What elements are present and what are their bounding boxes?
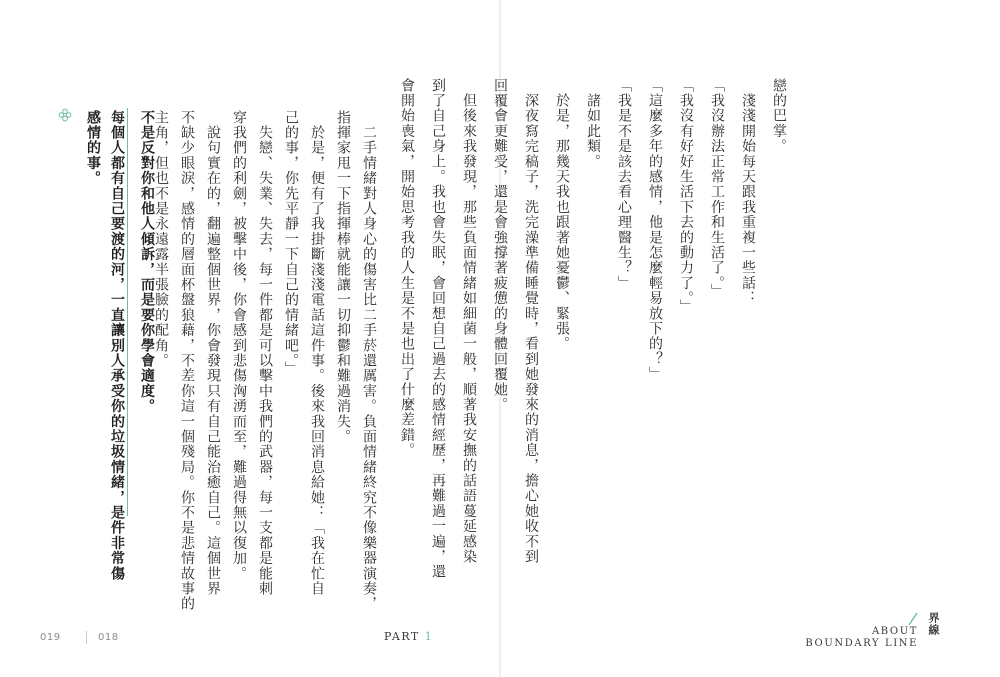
about-line-1: ABOUT [871, 626, 918, 637]
slash-ornament-icon [907, 612, 919, 626]
right-col-5: 「這麼多年的感情，他是怎麼輕易放下的？」 [647, 78, 663, 382]
book-title-english [805, 626, 918, 650]
left-col-1: 二手情緒對人身心的傷害比二手菸還厲害。負面情緒終究不像樂器演奏， [361, 110, 377, 612]
right-col-8: 於是，那幾天我也跟著她憂鬱、緊張。 [554, 78, 570, 352]
left-col-9: 主角，但也不是永遠露半張臉的配角。 [153, 110, 169, 369]
right-col-1: 戀的巴掌。 [771, 78, 787, 154]
flower-ornament-icon [58, 108, 72, 122]
right-col-7: 諸如此類。 [585, 78, 601, 170]
part-label [384, 630, 433, 643]
right-col-6: 「我是不是該去看心理醫生？」 [616, 78, 632, 291]
folio-divider [86, 631, 87, 644]
left-col-6: 穿我們的利劍，被擊中後，你會感到悲傷洶湧而至，難過得無以復加。 [231, 110, 247, 582]
left-col-8: 不缺少眼淚，感情的層面杯盤狼藉，不差你這一個殘局。你不是悲情故事的 [179, 110, 195, 612]
part-number: 1 [424, 630, 434, 643]
book-title-vertical: 界線 [927, 612, 940, 636]
left-col-5: 失戀、失業、失去，每一件都是可以擊中我們的武器，每一支都是能刺 [257, 110, 273, 597]
highlight-col-2: 每個人都有自己要渡的河，一直讓別人承受你的垃圾情緒，是件非常傷 [109, 110, 125, 582]
right-col-4: 「我沒有好好生活下去的動力了。」 [678, 78, 694, 315]
left-col-2: 指揮家甩一下指揮棒就能讓一切抑鬱和難過消失。 [335, 110, 351, 445]
right-col-13: 會開始喪氣，開始思考我的人生是不是也出了什麼差錯。 [399, 78, 415, 458]
part-word: PART [384, 630, 420, 643]
highlight-accent-bar [127, 108, 128, 516]
right-col-12: 到了自己身上。我也會失眠，會回想自己過去的感情經歷，再難過一遍，還 [430, 78, 446, 580]
left-col-4: 己的事，你先平靜一下自己的情緒吧。」 [283, 110, 299, 377]
page-number-left: 019 [40, 632, 61, 643]
right-col-11: 但後來我發現，那些負面情緒如細菌一般，順著我安撫的話語蔓延感染 [461, 78, 477, 565]
right-col-3: 「我沒辦法正常工作和生活了。」 [709, 78, 725, 299]
left-col-7: 說句實在的，翻遍整個世界，你會發現只有自己能治癒自己。這個世界 [205, 110, 221, 597]
page-number-right: 018 [98, 632, 119, 643]
about-line-2: BOUNDARY LINE [805, 638, 918, 649]
highlight-col-3: 感情的事。 [85, 110, 101, 186]
right-col-2: 淺淺開始每天跟我重複一些話： [740, 78, 756, 306]
right-col-9: 深夜寫完稿子，洗完澡準備睡覺時，看到她發來的消息，擔心她收不到 [523, 78, 539, 565]
right-col-10: 回覆會更難受，還是會強撐著疲憊的身體回覆她。 [492, 78, 508, 413]
highlight-col-1: 不是反對你和他人傾訴，而是要你學會適度。 [139, 110, 155, 414]
left-col-3: 於是，便有了我掛斷淺淺電話這件事。後來我回消息給她：「我在忙自 [309, 110, 325, 597]
